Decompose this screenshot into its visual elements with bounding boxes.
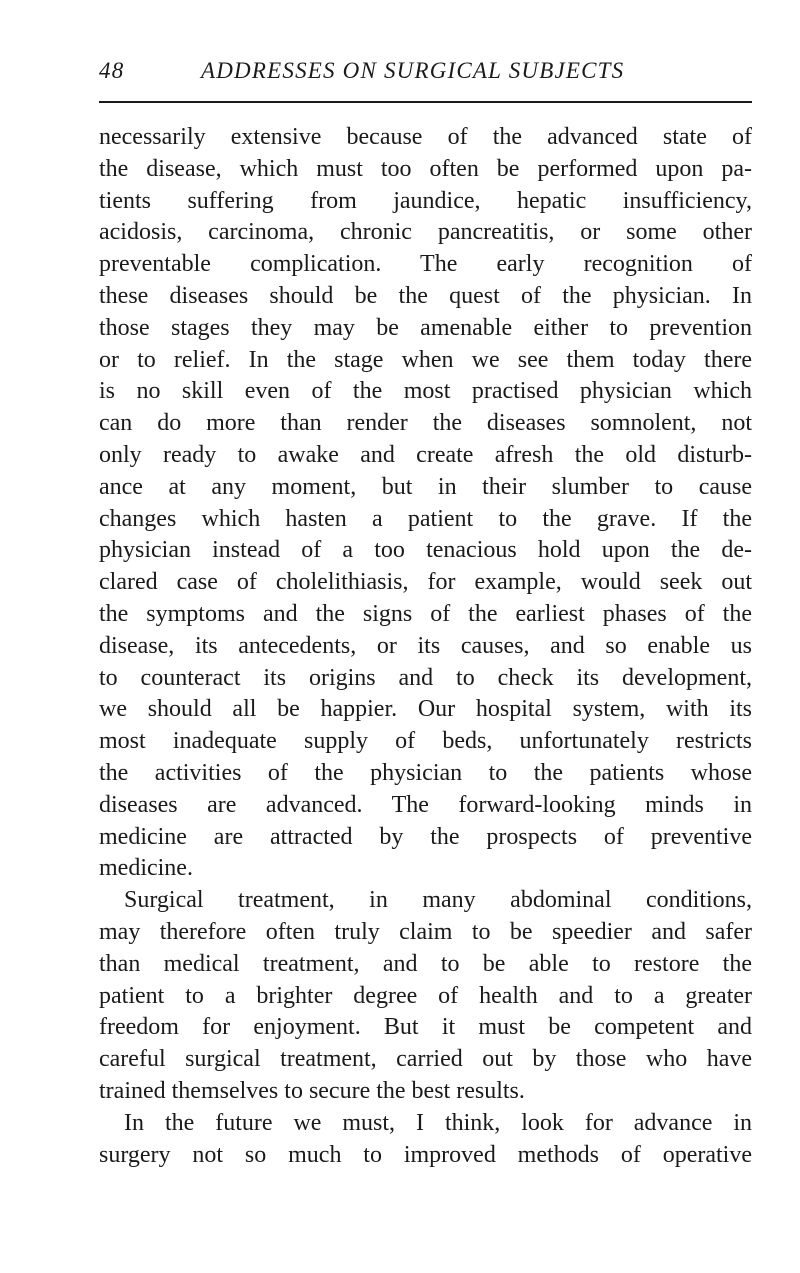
text-line: diseases are advanced. The forward-looking minds in (99, 791, 752, 818)
text-line: careful surgical treatment, carried out by those who have (99, 1046, 752, 1073)
text-line: is no skill even of the most practised physician which (99, 378, 752, 405)
text-line: changes which hasten a patient to the grave. If the (99, 505, 752, 532)
text-line: may therefore often truly claim to be speedier and safer (99, 918, 752, 945)
text-line: ance at any moment, but in their slumber to cause (99, 473, 752, 500)
book-page (99, 58, 752, 1168)
text-line: most inadequate supply of beds, unfortunately restricts (99, 728, 752, 755)
text-line: to counteract its origins and to check its development, (99, 664, 752, 691)
text-line: trained themselves to secure the best results. (99, 1077, 525, 1104)
body-text (99, 122, 752, 1171)
text-line: the disease, which must too often be performed upon pa- (99, 155, 752, 182)
text-line: disease, its antecedents, or its causes, and so enable us (99, 632, 752, 659)
text-line: acidosis, carcinoma, chronic pancreatitis, or some other (99, 219, 752, 246)
text-line: or to relief. In the stage when we see them today there (99, 346, 752, 373)
text-line: we should all be happier. Our hospital system, with its (99, 696, 752, 723)
header-rule (99, 101, 752, 103)
text-line: Surgical treatment, in many abdominal conditions, (124, 887, 752, 914)
text-line: only ready to awake and create afresh the old disturb- (99, 441, 752, 468)
running-title: ADDRESSES ON SURGICAL SUBJECTS (201, 58, 625, 83)
running-head (99, 58, 752, 92)
text-line: medicine. (99, 855, 193, 882)
text-line: freedom for enjoyment. But it must be competent and (99, 1014, 752, 1041)
text-line: patient to a brighter degree of health and to a greater (99, 982, 752, 1009)
text-line: medicine are attracted by the prospects of preventive (99, 823, 752, 850)
text-line: preventable complication. The early recognition of (99, 251, 752, 278)
page-number: 48 (99, 58, 125, 83)
text-line: In the future we must, I think, look for advance in (124, 1109, 752, 1136)
text-line: clared case of cholelithiasis, for example, would seek out (99, 569, 752, 596)
text-line: than medical treatment, and to be able to restore the (99, 950, 752, 977)
text-line: the symptoms and the signs of the earliest phases of the (99, 600, 752, 627)
text-line: necessarily extensive because of the advanced state of (99, 124, 752, 150)
text-line: can do more than render the diseases somnolent, not (99, 410, 752, 437)
text-line: tients suffering from jaundice, hepatic insufficiency, (99, 187, 752, 214)
text-line: these diseases should be the quest of the physician. In (99, 282, 752, 309)
text-line: surgery not so much to improved methods of operative (99, 1141, 752, 1168)
text-line: physician instead of a too tenacious hold upon the de- (99, 537, 752, 564)
text-line: those stages they may be amenable either to prevention (99, 314, 752, 341)
text-line: the activities of the physician to the patients whose (99, 759, 752, 786)
